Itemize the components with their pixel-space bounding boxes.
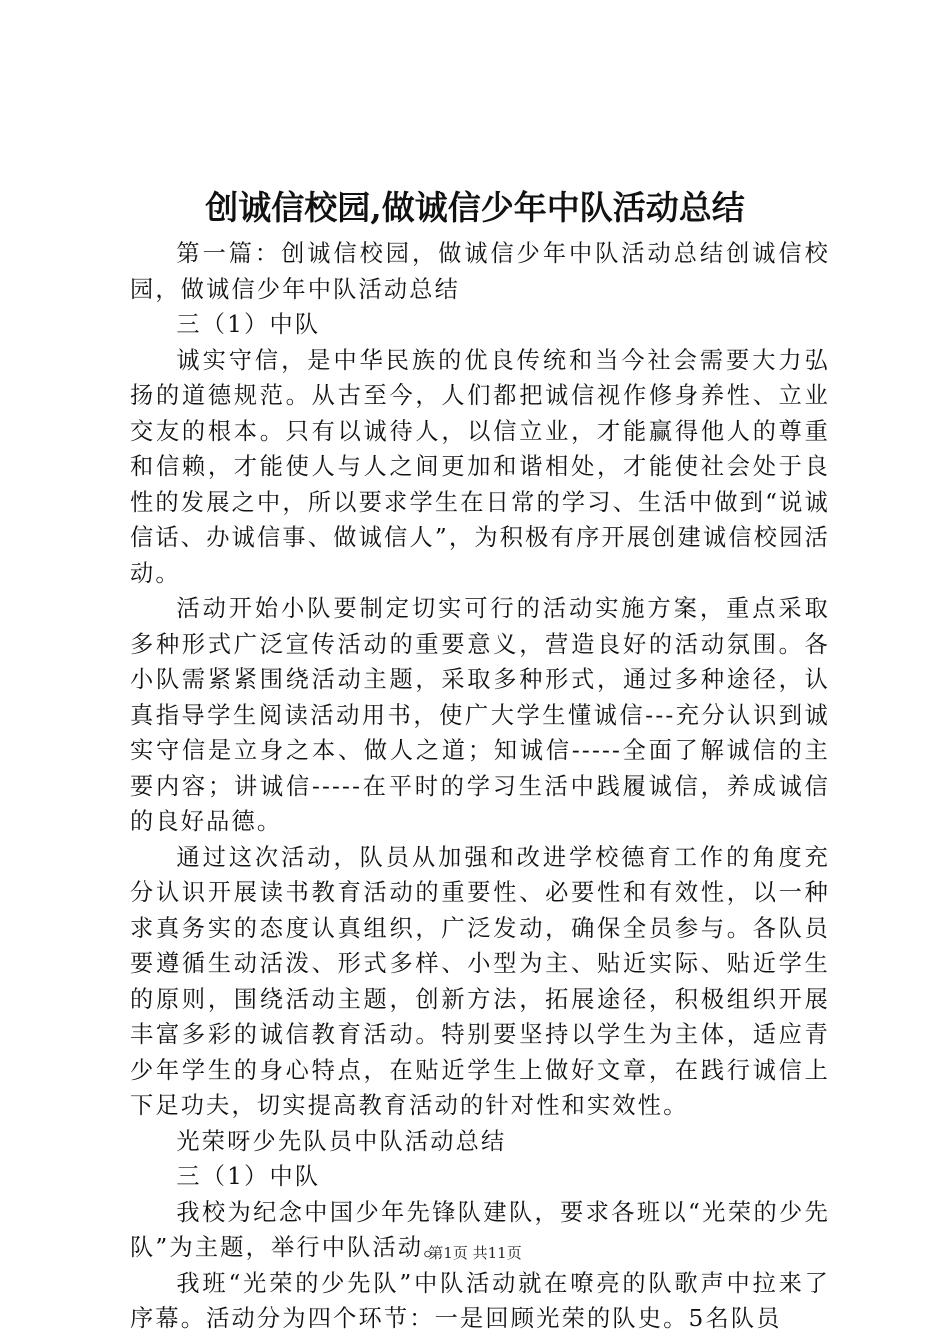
paragraph-activity-start: 活动开始小队要制定切实可行的活动实施方案，重点采取多种形式广泛宣传活动的重要意义，营造良好的活动氛围。各小队需紧紧围绕活动主题，采取多种形式，通过多种途径，认真指导学生阅读活动用书，使广大学生懂诚信---充分认识到诚实守信是立身之本、做人之道；知诚信-----全面了解诚信的主要内容；讲诚信-----在平时的学习生活中践履诚信，养成诚信的良好品德。 — [130, 595, 830, 835]
paragraph-honesty: 诚实守信，是中华民族的优良传统和当今社会需要大力弘扬的道德规范。从古至今，人们都把诚信视作修身养性、立业交友的根本。只有以诚待人，以信立业，才能赢得他人的尊重和信赖，才能使人与人之间更加和谐相处，才能使社会处于良性的发展之中，所以要求学生在日常的学习、生活中做到“说诚信话、办诚信事、做诚信人”，为积极有序开展创建诚信校园活动。 — [130, 346, 830, 587]
document-body — [130, 236, 830, 1337]
paragraph-school-commemoration: 我校为纪念中国少年先锋队建队，要求各班以“光荣的少先队”为主题，举行中队活动。 — [130, 1198, 830, 1261]
paragraph-class-activity: 我班“光荣的少先队”中队活动就在嘹亮的队歌声中拉来了序幕。活动分为四个环节：一是回顾光荣的队史。5名队员 — [130, 1269, 830, 1332]
paragraph-class-label-2: 三（1）中队 — [176, 1163, 321, 1190]
page-footer: 第1页 共11页 — [428, 1244, 522, 1262]
paragraph-intro: 第一篇：创诚信校园，做诚信少年中队活动总结创诚信校园，做诚信少年中队活动总结 — [130, 240, 830, 303]
paragraph-through-activity: 通过这次活动，队员从加强和改进学校德育工作的角度充分认识开展读书教育活动的重要性、必要性和有效性，以一种求真务实的态度认真组织，广泛发动，确保全员参与。各队员要遵循生动活泼、形式多样、小型为主、贴近实际、贴近学生的原则，围绕活动主题，创新方法，拓展途径，积极组织开展丰富多彩的诚信教育活动。特别要坚持以学生为主体，适应青少年学生的身心特点，在贴近学生上做好文章，在践行诚信上下足功夫，切实提高教育活动的针对性和实效性。 — [130, 843, 830, 1119]
document-title: 创诚信校园,做诚信少年中队活动总结 — [205, 188, 745, 227]
paragraph-section-heading: 光荣呀少先队员中队活动总结 — [176, 1127, 507, 1155]
paragraph-class-label: 三（1）中队 — [176, 311, 321, 338]
